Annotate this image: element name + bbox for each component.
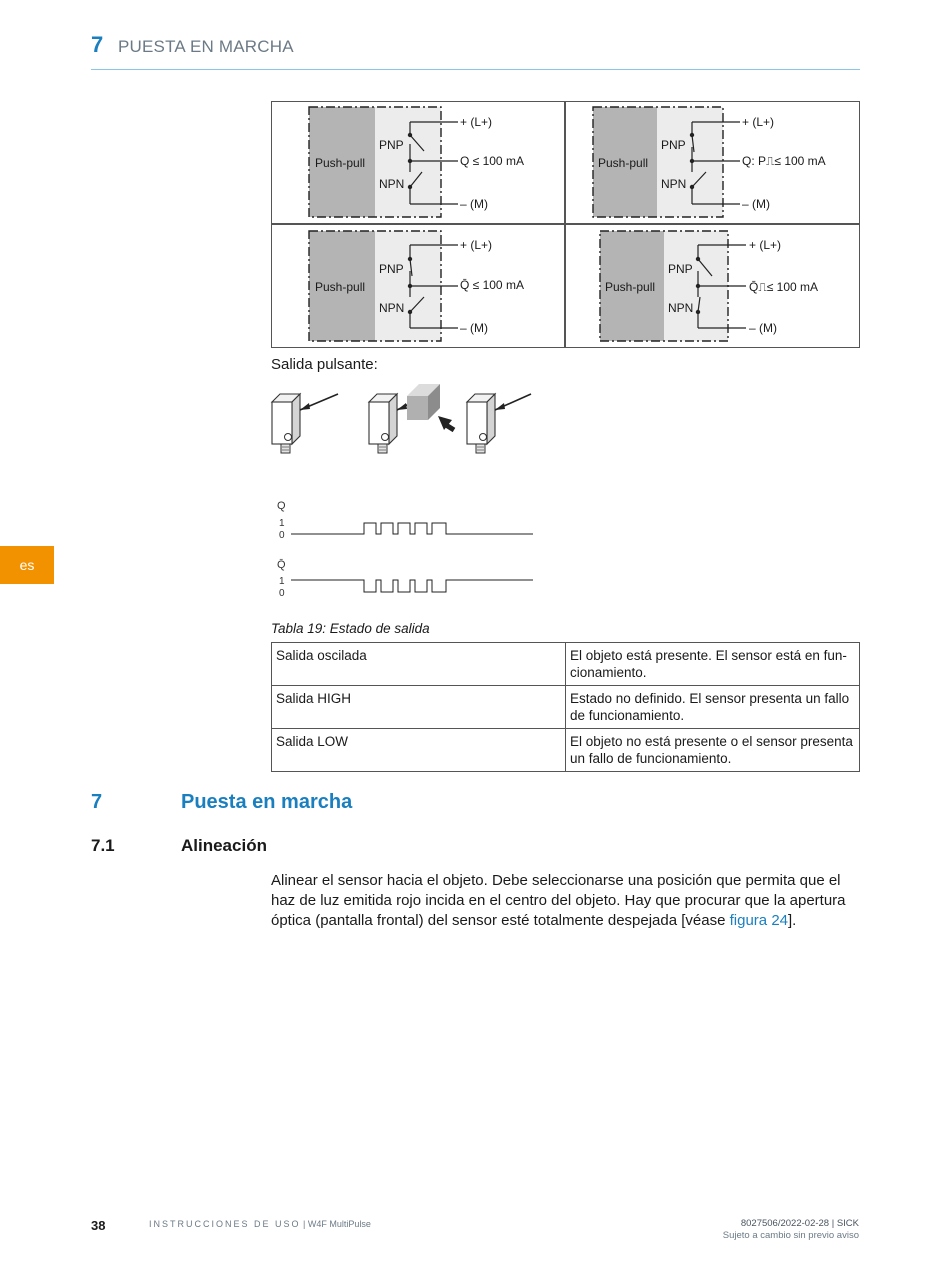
circuit-cell-q bbox=[271, 101, 565, 224]
movement-arrow-icon bbox=[438, 416, 454, 430]
signal-q-high: 1 bbox=[279, 518, 285, 529]
state-cell: Salida LOW bbox=[272, 729, 566, 772]
table-row bbox=[272, 643, 860, 686]
description-cell: Estado no definido. El sensor presenta un fallo de funcionamiento. bbox=[566, 686, 860, 729]
doc-id: 8027506/2022-02-28 | SICK bbox=[740, 1218, 859, 1229]
body-text: Alinear el sensor hacia el objeto. Debe seleccionarse una posición que permita que el haz de luz emitida rojo incida en el centro del objeto. Hay que procurar que la apertura óptica (pantalla frontal) del sensor esté totalmente despejada [véase bbox=[271, 872, 846, 929]
top-terminal: + (L+) bbox=[460, 238, 493, 252]
top-terminal: + (L+) bbox=[460, 115, 493, 129]
signal-qbar-name: Q̄ bbox=[277, 559, 286, 571]
language-tab[interactable]: es bbox=[0, 546, 54, 584]
body-text-end: ]. bbox=[788, 912, 797, 929]
doc-type: INSTRUCCIONES DE USO bbox=[149, 1219, 301, 1229]
state-cell: Salida oscilada bbox=[272, 643, 566, 686]
signal-qbar-low: 0 bbox=[279, 588, 285, 599]
figure-link[interactable]: figura 24 bbox=[729, 912, 788, 929]
block-label: Push-pull bbox=[315, 280, 366, 294]
npn-label: NPN bbox=[668, 301, 694, 315]
header-divider bbox=[91, 69, 860, 70]
bottom-terminal: – (M) bbox=[460, 321, 488, 335]
signal-qbar-waveform bbox=[291, 580, 533, 592]
footer-doc-info bbox=[149, 1219, 371, 1229]
circuit-diagram-table bbox=[271, 101, 860, 348]
signal-q-name: Q bbox=[277, 500, 286, 512]
output-label: Q ≤ 100 mA bbox=[460, 154, 524, 168]
npn-label: NPN bbox=[379, 301, 405, 315]
output-state-table bbox=[271, 642, 860, 772]
pnp-label: PNP bbox=[668, 262, 693, 276]
circuit-diagram-qbar bbox=[272, 225, 566, 349]
table-row bbox=[272, 686, 860, 729]
circuit-diagram-q-pulse bbox=[566, 102, 861, 225]
circuit-cell-qbar-pulse bbox=[565, 224, 860, 348]
pnp-label: PNP bbox=[379, 262, 404, 276]
footer-separator: | bbox=[300, 1219, 308, 1229]
signal-q-low: 0 bbox=[279, 530, 285, 541]
pnp-label: PNP bbox=[379, 138, 404, 152]
pnp-label: PNP bbox=[661, 138, 686, 152]
bottom-terminal: – (M) bbox=[742, 197, 770, 211]
circuit-cell-qbar bbox=[271, 224, 565, 348]
chapter-number: 7 bbox=[91, 32, 104, 57]
timing-diagram bbox=[271, 495, 541, 605]
block-label: Push-pull bbox=[315, 156, 366, 170]
sensor-icon bbox=[369, 394, 413, 453]
bottom-terminal: – (M) bbox=[749, 321, 777, 335]
circuit-diagram-qbar-pulse bbox=[566, 225, 861, 349]
product-name: W4F MultiPulse bbox=[307, 1219, 371, 1229]
output-label: Q̄ ≤ 100 mA bbox=[460, 278, 524, 292]
top-terminal: + (L+) bbox=[749, 238, 782, 252]
bottom-terminal: – (M) bbox=[460, 197, 488, 211]
block-label: Push-pull bbox=[605, 280, 656, 294]
signal-q-waveform bbox=[291, 523, 533, 534]
signal-qbar-high: 1 bbox=[279, 576, 285, 587]
description-cell: El objeto no está presente o el sensor presenta un fallo de funcionamiento. bbox=[566, 729, 860, 772]
block-label: Push-pull bbox=[598, 156, 649, 170]
subsection-title: Alineación bbox=[181, 836, 267, 855]
state-cell: Salida HIGH bbox=[272, 686, 566, 729]
section-title: Puesta en marcha bbox=[181, 791, 353, 813]
page-number: 38 bbox=[91, 1218, 106, 1233]
pulse-output-label: Salida pulsante: bbox=[271, 356, 378, 373]
output-label: Q: P⎍≤ 100 mA bbox=[742, 154, 826, 168]
circuit-diagram-q bbox=[272, 102, 566, 225]
description-cell: El objeto está presente. El sensor está en funcionamiento. bbox=[566, 643, 860, 686]
object-cube-icon bbox=[407, 384, 440, 420]
section-number: 7 bbox=[91, 791, 103, 813]
sensor-illustration bbox=[268, 380, 548, 462]
top-terminal: + (L+) bbox=[742, 115, 775, 129]
table-row bbox=[272, 729, 860, 772]
sensor-icon bbox=[272, 394, 338, 453]
body-paragraph bbox=[271, 871, 861, 931]
table-caption: Tabla 19: Estado de salida bbox=[271, 621, 430, 636]
change-notice: Sujeto a cambio sin previo aviso bbox=[722, 1230, 859, 1241]
npn-label: NPN bbox=[379, 177, 405, 191]
npn-label: NPN bbox=[661, 177, 687, 191]
sensor-icon bbox=[467, 394, 531, 453]
chapter-title: PUESTA EN MARCHA bbox=[118, 37, 294, 56]
circuit-cell-q-pulse bbox=[565, 101, 860, 224]
subsection-number: 7.1 bbox=[91, 836, 115, 855]
output-label: Q̄⎍≤ 100 mA bbox=[749, 280, 819, 294]
